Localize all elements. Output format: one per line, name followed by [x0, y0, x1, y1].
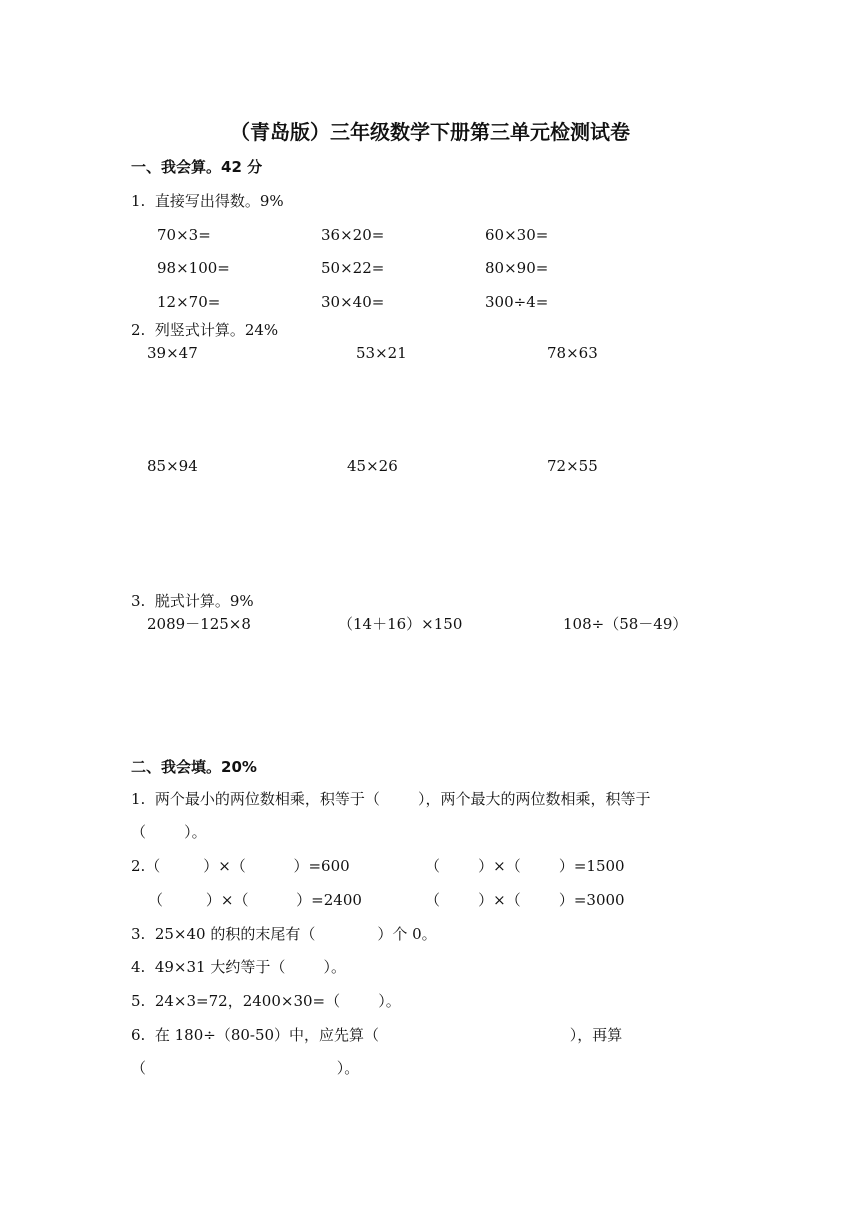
section-2-heading: 二、我会填。20%	[131, 758, 257, 776]
q2-item: 53×21	[356, 344, 407, 362]
fill-q3: 3. 25×40 的积的末尾有（ ）个 0。	[131, 925, 437, 943]
q2-item: 39×47	[147, 344, 198, 362]
page-title: （青岛版）三年级数学下册第三单元检测试卷	[230, 120, 630, 144]
q2-item: 72×55	[547, 457, 598, 475]
q1-item: 30×40=	[321, 293, 385, 311]
q1-item: 300÷4=	[485, 293, 549, 311]
q1-item: 70×3=	[157, 226, 211, 244]
q2-item: 78×63	[547, 344, 598, 362]
q1-item: 12×70=	[157, 293, 221, 311]
fill-q2-d: （ ）×（ ）=3000	[425, 891, 625, 909]
fill-q5: 5. 24×3=72，2400×30=（ ）。	[131, 992, 401, 1010]
q3-item: 108÷（58－49）	[563, 615, 688, 633]
q2-label: 2. 列竖式计算。24%	[131, 321, 279, 339]
fill-q1-line1: 1. 两个最小的两位数相乘，积等于（ ），两个最大的两位数相乘，积等于	[131, 790, 651, 808]
fill-q4: 4. 49×31 大约等于（ ）。	[131, 958, 347, 976]
fill-q2-a: 2.（ ）×（ ）=600	[131, 857, 350, 875]
q1-item: 80×90=	[485, 259, 549, 277]
q1-item: 36×20=	[321, 226, 385, 244]
q3-item: 2089－125×8	[147, 615, 251, 633]
q1-item: 98×100=	[157, 259, 230, 277]
fill-q2-c: （ ）×（ ）=2400	[148, 891, 362, 909]
q1-item: 50×22=	[321, 259, 385, 277]
q2-item: 45×26	[347, 457, 398, 475]
fill-q1-line2: （ ）。	[131, 823, 207, 841]
fill-q2-b: （ ）×（ ）=1500	[425, 857, 625, 875]
q3-label: 3. 脱式计算。9%	[131, 592, 254, 610]
fill-q6-line1: 6. 在 180÷（80-50）中，应先算（ ），再算	[131, 1026, 623, 1044]
q1-label: 1. 直接写出得数。9%	[131, 192, 284, 210]
section-1-heading: 一、我会算。42 分	[131, 158, 263, 176]
q3-item: （14＋16）×150	[338, 615, 463, 633]
q1-item: 60×30=	[485, 226, 549, 244]
fill-q6-line2: （ ）。	[131, 1059, 360, 1077]
q2-item: 85×94	[147, 457, 198, 475]
